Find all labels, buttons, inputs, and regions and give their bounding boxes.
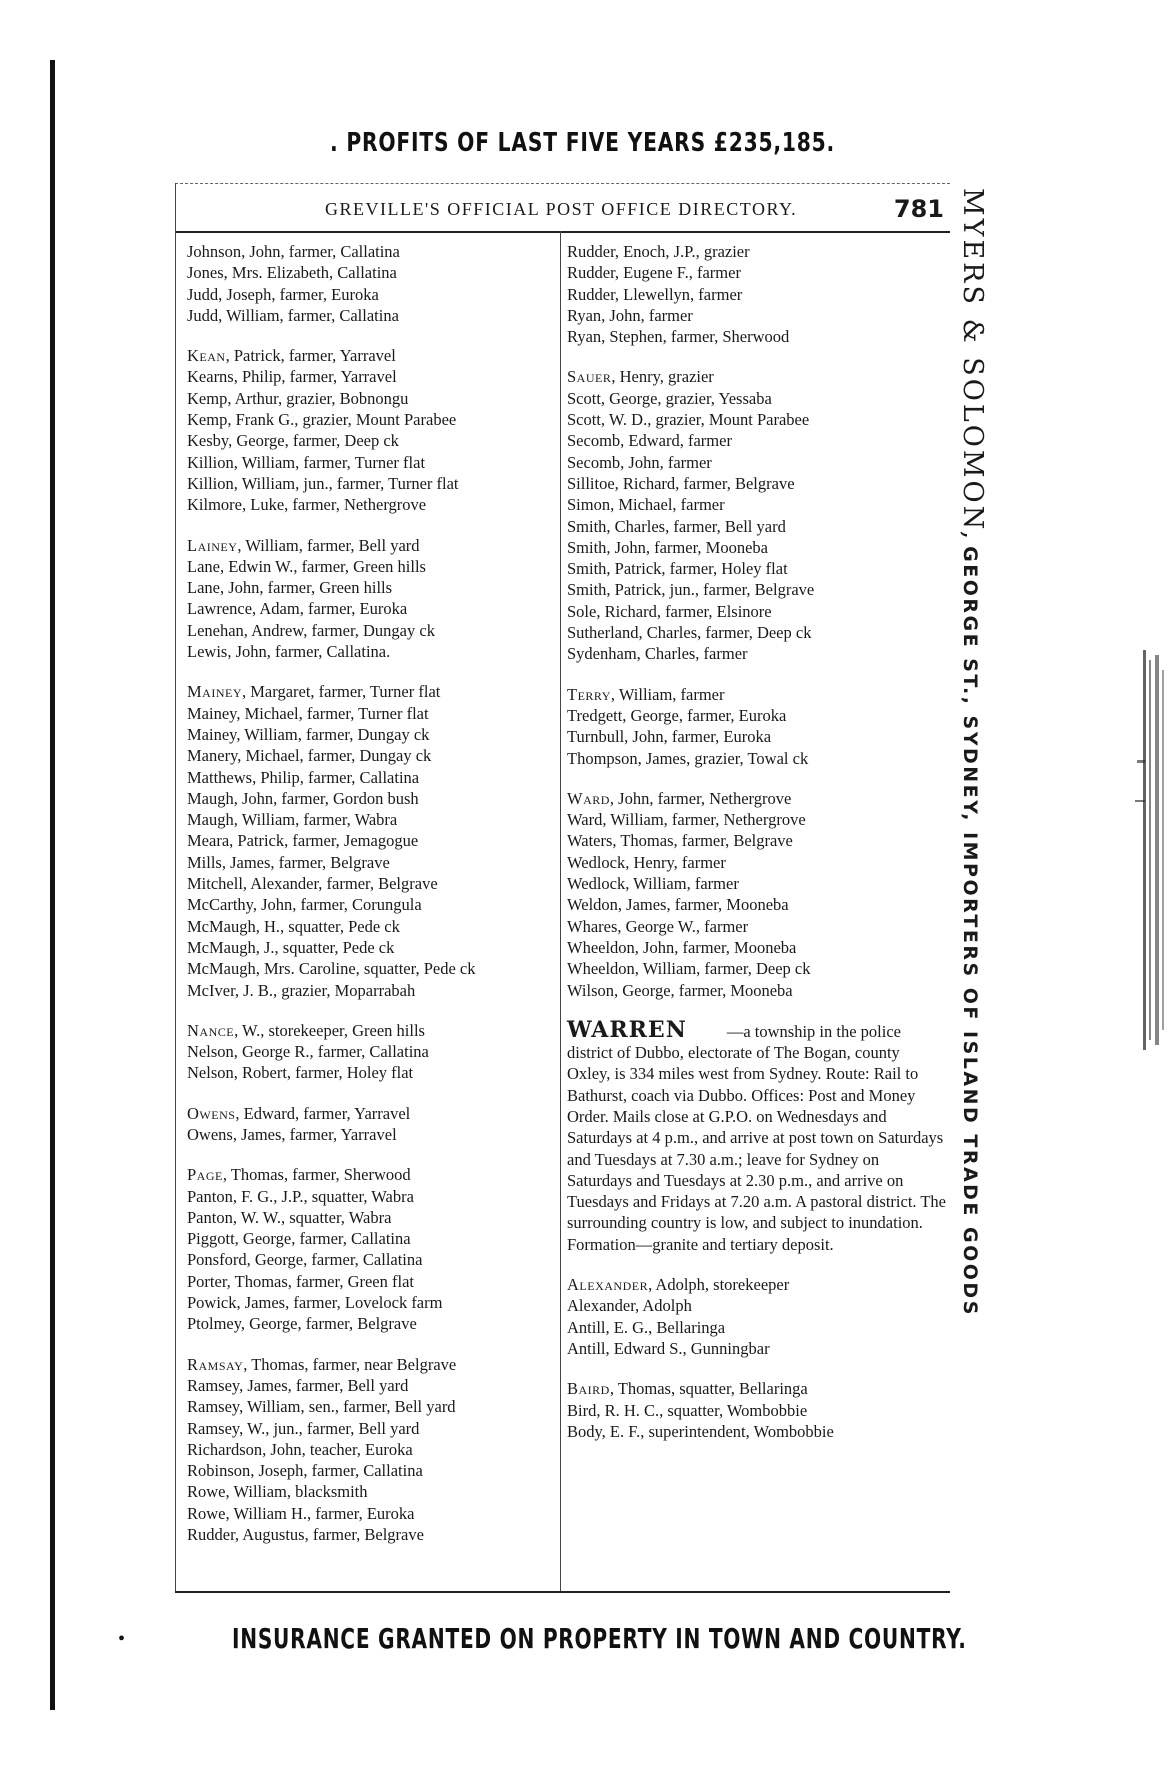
warren-residents-list [567, 1274, 947, 1442]
entry-text: Waters, Thomas, farmer, Belgrave [567, 831, 793, 851]
directory-entry [187, 598, 559, 619]
section-gap [567, 665, 947, 684]
directory-entry [187, 724, 559, 745]
directory-entry [567, 643, 947, 664]
directory-entry [187, 409, 559, 430]
directory-entry [567, 705, 947, 726]
right-column [567, 241, 947, 1442]
side-ad-tagline: GEORGE ST., SYDNEY, IMPORTERS OF ISLAND TRADE GOODS [959, 546, 981, 1317]
directory-entry [567, 1421, 947, 1442]
directory-entry [567, 788, 947, 809]
entry-text: Kemp, Frank G., grazier, Mount Parabee [187, 410, 457, 430]
directory-entry [187, 1481, 559, 1502]
entry-text: Ward, William, farmer, Nethergrove [567, 810, 806, 830]
entry-text: Wedlock, Henry, farmer [567, 852, 726, 872]
entry-text: Body, E. F., superintendent, Wombobbie [567, 1421, 834, 1441]
warren-paragraph [567, 1016, 947, 1255]
directory-entry [187, 681, 559, 702]
entry-text: Meara, Patrick, farmer, Jemagogue [187, 831, 419, 851]
side-advertisement-text [957, 188, 988, 1317]
section-gap [187, 1145, 559, 1164]
bottom-rule [175, 1591, 950, 1593]
directory-entry [187, 366, 559, 387]
entry-surname: Mainey [187, 682, 242, 702]
directory-entry [187, 809, 559, 830]
directory-entry [187, 894, 559, 915]
entry-text: Weldon, James, farmer, Mooneba [567, 895, 789, 915]
entry-surname: Terry [567, 684, 611, 704]
entry-text: Nelson, Robert, farmer, Holey flat [187, 1063, 414, 1083]
entry-text: Maugh, John, farmer, Gordon bush [187, 788, 419, 808]
entry-text: Lane, John, farmer, Green hills [187, 578, 393, 598]
directory-entry [187, 788, 559, 809]
entry-text: , Henry, grazier [611, 367, 714, 387]
entry-surname: Page [187, 1165, 223, 1185]
entry-text: Rudder, Llewellyn, farmer [567, 284, 743, 304]
entry-text: Sydenham, Charles, farmer [567, 644, 748, 664]
entry-text: Rudder, Augustus, farmer, Belgrave [187, 1525, 424, 1545]
entry-text: Johnson, John, farmer, Callatina [187, 242, 400, 261]
section-gap [567, 347, 947, 366]
entry-text: Killion, William, farmer, Turner flat [187, 452, 426, 472]
entry-text: Lane, Edwin W., farmer, Green hills [187, 556, 426, 576]
top-rule [175, 183, 950, 184]
entry-text: McCarthy, John, farmer, Corungula [187, 895, 422, 915]
entry-surname: Owens [187, 1103, 236, 1123]
directory-entry [187, 556, 559, 577]
column-divider [560, 231, 561, 1593]
directory-entry [187, 916, 559, 937]
directory-entry [567, 601, 947, 622]
warren-heading: WARREN [567, 1016, 687, 1043]
directory-entry [567, 958, 947, 979]
section-gap [187, 662, 559, 681]
entry-text: Whares, George W., farmer [567, 916, 749, 936]
directory-entry [567, 1317, 947, 1338]
directory-entry [567, 473, 947, 494]
directory-entry [187, 830, 559, 851]
entry-text: Killion, William, jun., farmer, Turner flat [187, 473, 459, 493]
directory-entry [187, 1503, 559, 1524]
entry-text: Nelson, George R., farmer, Callatina [187, 1042, 429, 1062]
directory-entry [187, 262, 559, 283]
entry-text: Turnbull, John, farmer, Euroka [567, 727, 772, 747]
directory-entry [567, 452, 947, 473]
entry-text: Wilson, George, farmer, Mooneba [567, 980, 793, 1000]
directory-entry [567, 894, 947, 915]
directory-entry [187, 494, 559, 515]
entry-text: Judd, Joseph, farmer, Euroka [187, 284, 379, 304]
margin-dot: • [118, 1628, 126, 1650]
directory-entry [187, 1271, 559, 1292]
entry-text: , Margaret, farmer, Turner flat [242, 682, 441, 702]
entry-text: Ramsey, William, sen., farmer, Bell yard [187, 1397, 456, 1417]
directory-entry [567, 284, 947, 305]
directory-entry [567, 1295, 947, 1316]
directory-entry [567, 748, 947, 769]
entry-text: Smith, Patrick, farmer, Holey flat [567, 559, 788, 579]
entry-text: McMaugh, Mrs. Caroline, squatter, Pede ck [187, 959, 476, 979]
entry-text: Kearns, Philip, farmer, Yarravel [187, 367, 397, 387]
directory-entry [187, 620, 559, 641]
directory-entry [187, 577, 559, 598]
entry-text: Ptolmey, George, farmer, Belgrave [187, 1314, 417, 1334]
directory-entry [567, 726, 947, 747]
entry-text: Mills, James, farmer, Belgrave [187, 852, 390, 872]
entry-text: Sutherland, Charles, farmer, Deep ck [567, 623, 812, 643]
directory-entry [567, 1274, 947, 1295]
directory-entry [567, 809, 947, 830]
directory-entry [187, 241, 559, 262]
entry-text: Tredgett, George, farmer, Euroka [567, 705, 787, 725]
entry-text: , William, farmer [610, 684, 725, 704]
directory-entry [187, 1396, 559, 1417]
entry-text: Kilmore, Luke, farmer, Nethergrove [187, 495, 427, 515]
directory-entry [187, 873, 559, 894]
entry-text: Mainey, Michael, farmer, Turner flat [187, 703, 429, 723]
entry-text: Antill, E. G., Bellaringa [567, 1317, 726, 1337]
entry-text: Rowe, William, blacksmith [187, 1482, 368, 1502]
entry-text: Smith, Patrick, jun., farmer, Belgrave [567, 580, 815, 600]
right-column-list [567, 241, 947, 1001]
entry-text: Ryan, John, farmer [567, 305, 693, 325]
entry-text: Kesby, George, farmer, Deep ck [187, 431, 399, 451]
side-ad-name: MYERS & SOLOMON, [957, 188, 988, 543]
entry-surname: Baird [567, 1379, 610, 1399]
directory-entry [187, 1292, 559, 1313]
section-gap [567, 769, 947, 788]
directory-entry [187, 958, 559, 979]
warren-description: —a township in the police district of Dubbo, electorate of The Bogan, county Oxley, is 334 miles west from Sydney. Route: Rail to Bathurst, coach via Dubbo. Offices: Post and Money Order. Mails close at G.P.O. on Wednesdays and Saturdays at 4 p.m., and arrive at post town on Saturdays and Tuesdays at 7.30 a.m.; leave for Sydney on Saturdays and Tuesdays at 2.30 p.m., and arrive on Tuesdays and Fridays at 7.20 a.m. A pastoral district. The surrounding country is low, and subject to inundation. Formation—granite and tertiary deposit. [567, 1021, 947, 1254]
entry-text: Owens, James, farmer, Yarravel [187, 1124, 397, 1144]
directory-entry [187, 305, 559, 326]
directory-entry [567, 852, 947, 873]
entry-text: Lenehan, Andrew, farmer, Dungay ck [187, 620, 435, 640]
directory-entry [567, 388, 947, 409]
entry-text: Ponsford, George, farmer, Callatina [187, 1250, 423, 1270]
directory-entry [567, 1378, 947, 1399]
left-column [187, 241, 559, 1545]
edge-scan-marks [1109, 650, 1169, 1050]
entry-surname: Ramsay [187, 1354, 244, 1374]
entry-text: Smith, Charles, farmer, Bell yard [567, 516, 786, 536]
entry-text: Maugh, William, farmer, Wabra [187, 810, 398, 830]
entry-text: Rudder, Enoch, J.P., grazier [567, 242, 750, 261]
entry-text: Secomb, Edward, farmer [567, 431, 732, 451]
section-gap [187, 1335, 559, 1354]
directory-entry [567, 494, 947, 515]
directory-entry [187, 980, 559, 1001]
directory-entry [187, 284, 559, 305]
directory-entry [187, 1439, 559, 1460]
directory-entry [567, 241, 947, 262]
entry-text: Mitchell, Alexander, farmer, Belgrave [187, 874, 438, 894]
entry-text: Bird, R. H. C., squatter, Wombobbie [567, 1400, 808, 1420]
directory-entry [187, 452, 559, 473]
directory-entry [187, 767, 559, 788]
directory-entry [187, 1375, 559, 1396]
entry-text: , Edward, farmer, Yarravel [235, 1103, 411, 1123]
directory-entry [567, 516, 947, 537]
directory-entry [567, 326, 947, 347]
entry-text: Panton, F. G., J.P., squatter, Wabra [187, 1186, 414, 1206]
directory-entry [187, 641, 559, 662]
entry-text: Judd, William, farmer, Callatina [187, 305, 399, 325]
entry-text: McIver, J. B., grazier, Moparrabah [187, 980, 416, 1000]
directory-entry [567, 937, 947, 958]
directory-entry [187, 852, 559, 873]
entry-surname: Ward [567, 788, 610, 808]
page-number: 781 [893, 195, 944, 223]
directory-entry [187, 1041, 559, 1062]
directory-entry [187, 345, 559, 366]
directory-entry [187, 937, 559, 958]
section-gap [187, 1084, 559, 1103]
running-head: GREVILLE'S OFFICIAL POST OFFICE DIRECTORY. [325, 199, 798, 219]
entry-text: , William, farmer, Bell yard [237, 535, 420, 555]
side-advertisement [958, 188, 988, 1588]
entry-text: Sole, Richard, farmer, Elsinore [567, 601, 772, 621]
directory-entry [187, 1164, 559, 1185]
section-gap [187, 516, 559, 535]
directory-entry [187, 703, 559, 724]
entry-text: Powick, James, farmer, Lovelock farm [187, 1293, 443, 1313]
entry-text: , W., storekeeper, Green hills [234, 1020, 425, 1040]
entry-text: Simon, Michael, farmer [567, 495, 725, 515]
entry-text: , Thomas, farmer, Sherwood [222, 1165, 411, 1185]
entry-text: Lewis, John, farmer, Callatina. [187, 642, 391, 662]
entry-text: Sillitoe, Richard, farmer, Belgrave [567, 473, 795, 493]
entry-surname: Kean [187, 346, 226, 366]
header-rule [175, 231, 950, 233]
directory-entry [567, 262, 947, 283]
directory-entry [567, 366, 947, 387]
directory-entry [187, 1313, 559, 1334]
entry-text: Porter, Thomas, farmer, Green flat [187, 1271, 414, 1291]
entry-text: Lawrence, Adam, farmer, Euroka [187, 599, 408, 619]
directory-entry [187, 1228, 559, 1249]
top-banner: . PROFITS OF LAST FIVE YEARS £235,185. [330, 128, 836, 158]
section-gap [187, 326, 559, 345]
entry-text: Rudder, Eugene F., farmer [567, 263, 741, 283]
directory-entry [567, 916, 947, 937]
directory-entry [187, 1207, 559, 1228]
bottom-banner: INSURANCE GRANTED ON PROPERTY IN TOWN AND COUNTRY. [232, 1622, 967, 1655]
directory-entry [187, 535, 559, 556]
directory-entry [567, 558, 947, 579]
entry-surname: Alexander [567, 1275, 649, 1295]
entry-text: Wheeldon, John, farmer, Mooneba [567, 937, 797, 957]
directory-entry [567, 684, 947, 705]
directory-entry [187, 1354, 559, 1375]
directory-entry [187, 1124, 559, 1145]
entry-text: Thompson, James, grazier, Towal ck [567, 748, 809, 768]
directory-page [175, 183, 950, 1593]
entry-text: Kemp, Arthur, grazier, Bobnongu [187, 388, 409, 408]
entry-surname: Lainey [187, 535, 238, 555]
entry-text: Alexander, Adolph [567, 1296, 692, 1316]
entry-text: , John, farmer, Nethergrove [609, 788, 792, 808]
entry-text: Wedlock, William, farmer [567, 874, 739, 894]
binding-edge [50, 60, 55, 1710]
entry-text: Panton, W. W., squatter, Wabra [187, 1207, 392, 1227]
entry-text: Piggott, George, farmer, Callatina [187, 1229, 411, 1249]
directory-entry [567, 1400, 947, 1421]
directory-entry [187, 745, 559, 766]
entry-text: , Adolph, storekeeper [648, 1275, 790, 1295]
directory-entry [567, 579, 947, 600]
directory-entry [187, 1103, 559, 1124]
entry-text: McMaugh, H., squatter, Pede ck [187, 916, 400, 936]
directory-entry [187, 1062, 559, 1083]
entry-surname: Sauer [567, 367, 612, 387]
entry-text: Matthews, Philip, farmer, Callatina [187, 767, 420, 787]
entry-text: Mainey, William, farmer, Dungay ck [187, 724, 430, 744]
directory-entry [187, 473, 559, 494]
section-gap [187, 1001, 559, 1020]
entry-text: McMaugh, J., squatter, Pede ck [187, 937, 395, 957]
directory-entry [187, 1186, 559, 1207]
entry-text: , Thomas, squatter, Bellaringa [609, 1379, 808, 1399]
directory-entry [187, 1418, 559, 1439]
entry-text: Ryan, Stephen, farmer, Sherwood [567, 327, 790, 347]
directory-entry [187, 1249, 559, 1270]
entry-text: Antill, Edward S., Gunningbar [567, 1338, 770, 1358]
directory-entry [567, 873, 947, 894]
left-rule [175, 183, 176, 1593]
directory-entry [567, 1338, 947, 1359]
entry-text: Ramsey, W., jun., farmer, Bell yard [187, 1418, 420, 1438]
entry-text: Jones, Mrs. Elizabeth, Callatina [187, 263, 397, 283]
entry-text: Rowe, William H., farmer, Euroka [187, 1503, 415, 1523]
entry-text: Ramsey, James, farmer, Bell yard [187, 1375, 409, 1395]
directory-entry [567, 622, 947, 643]
entry-text: Manery, Michael, farmer, Dungay ck [187, 746, 432, 766]
directory-entry [187, 1524, 559, 1545]
section-gap [567, 1255, 947, 1274]
entry-text: Smith, John, farmer, Mooneba [567, 537, 768, 557]
section-gap [567, 1359, 947, 1378]
directory-entry [187, 1460, 559, 1481]
entry-text: Scott, W. D., grazier, Mount Parabee [567, 410, 810, 430]
directory-entry [567, 980, 947, 1001]
entry-text: Richardson, John, teacher, Euroka [187, 1439, 413, 1459]
directory-entry [187, 1020, 559, 1041]
directory-entry [567, 430, 947, 451]
directory-entry [567, 305, 947, 326]
entry-text: Wheeldon, William, farmer, Deep ck [567, 959, 811, 979]
entry-text: Secomb, John, farmer [567, 452, 712, 472]
directory-entry [567, 409, 947, 430]
directory-entry [567, 537, 947, 558]
directory-entry [187, 430, 559, 451]
entry-text: Robinson, Joseph, farmer, Callatina [187, 1461, 423, 1481]
entry-surname: Nance [187, 1020, 235, 1040]
directory-entry [187, 388, 559, 409]
directory-entry [567, 830, 947, 851]
entry-text: Scott, George, grazier, Yessaba [567, 388, 772, 408]
entry-text: , Thomas, farmer, near Belgrave [243, 1354, 457, 1374]
entry-text: , Patrick, farmer, Yarravel [225, 346, 396, 366]
